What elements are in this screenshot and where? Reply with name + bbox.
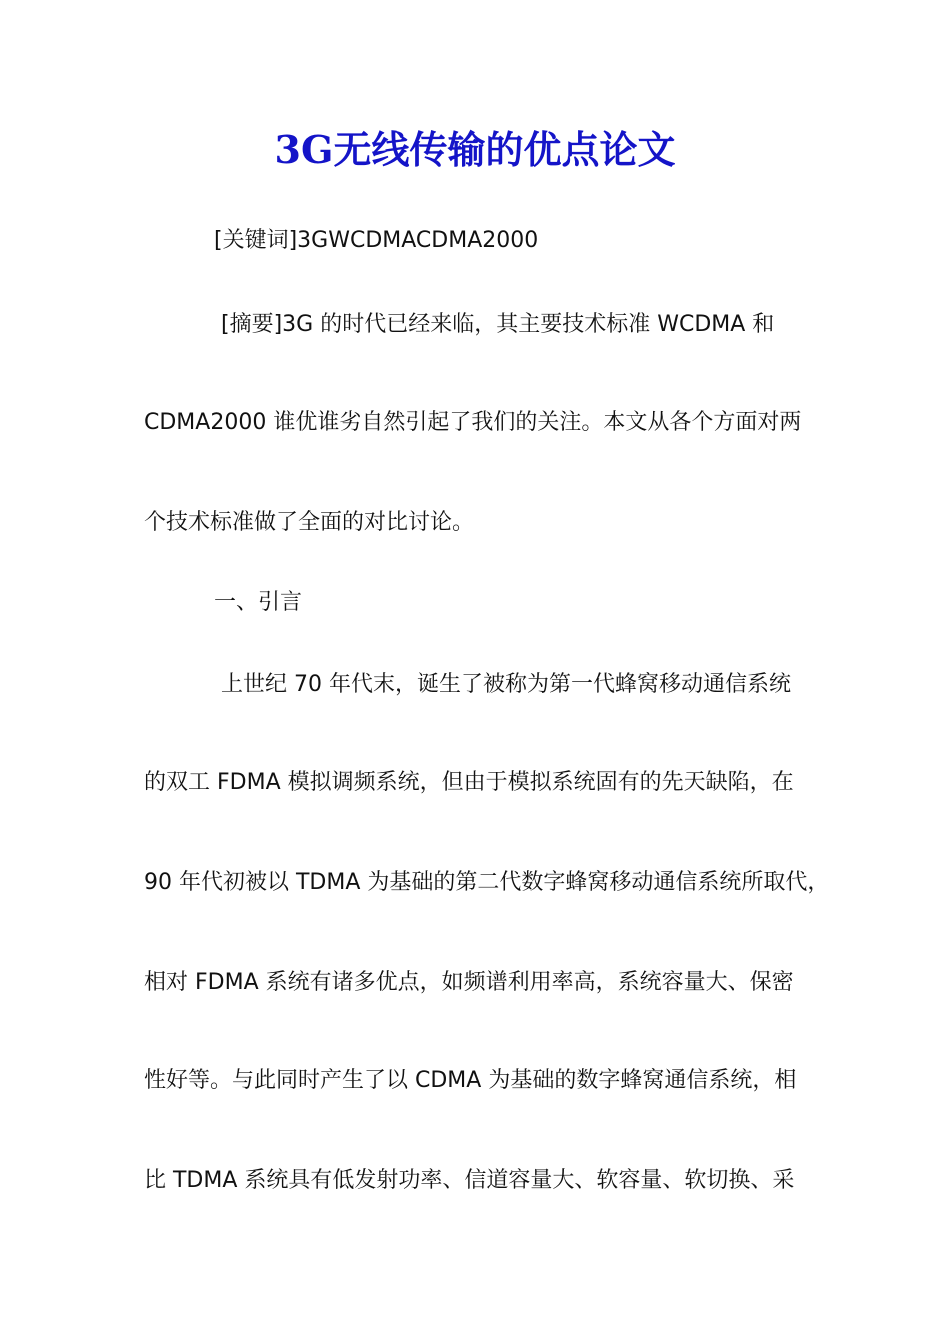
section-heading: 一、引言 xyxy=(214,590,303,615)
document-title: 3G无线传输的优点论文 xyxy=(274,127,676,172)
abstract-line-3: 个技术标准做了全面的对比讨论。 xyxy=(144,510,475,535)
abstract-line-1: [摘要]3G 的时代已经来临，其主要技术标准 WCDMA 和 xyxy=(221,312,775,337)
body-line-2: 的双工 FDMA 模拟调频系统，但由于模拟系统固有的先天缺陷，在 xyxy=(144,770,794,795)
body-line-6: 比 TDMA 系统具有低发射功率、信道容量大、软容量、软切换、采 xyxy=(144,1168,795,1193)
body-line-3: 90 年代初被以 TDMA 为基础的第二代数字蜂窝移动通信系统所取代， xyxy=(144,870,830,895)
abstract-line-2: CDMA2000 谁优谁劣自然引起了我们的关注。本文从各个方面对两 xyxy=(144,410,802,435)
body-line-1: 上世纪 70 年代末，诞生了被称为第一代蜂窝移动通信系统 xyxy=(221,672,791,697)
body-line-4: 相对 FDMA 系统有诸多优点，如频谱利用率高，系统容量大、保密 xyxy=(144,970,794,995)
keywords-line: [关键词]3GWCDMACDMA2000 xyxy=(214,228,539,253)
body-line-5: 性好等。与此同时产生了以 CDMA 为基础的数字蜂窝通信系统，相 xyxy=(144,1068,797,1093)
